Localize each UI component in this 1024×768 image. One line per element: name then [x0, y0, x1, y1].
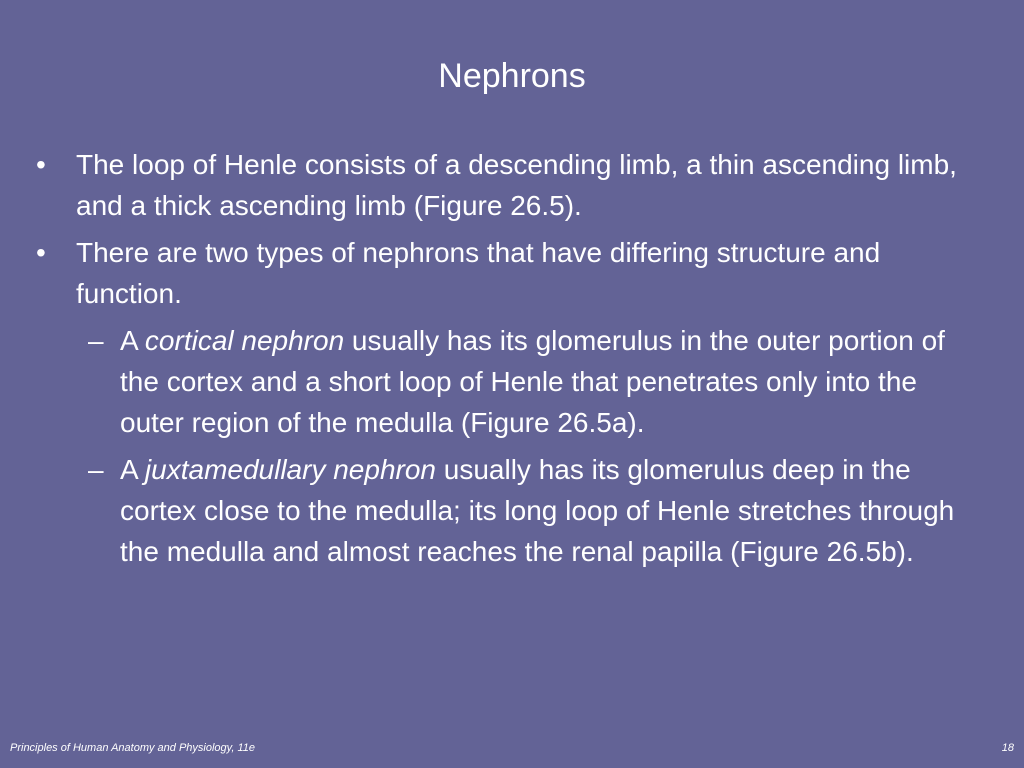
sub-bullet-prefix: A — [120, 325, 145, 356]
sub-bullet-marker: – — [88, 325, 104, 356]
bullet-text: There are two types of nephrons that have differing structure and function. — [76, 237, 881, 309]
sub-bullet-item — [36, 320, 986, 443]
slide-body — [36, 144, 986, 578]
bullet-item — [36, 144, 986, 226]
sub-bullet-prefix: A — [120, 454, 145, 485]
bullet-item — [36, 232, 986, 314]
bullet-marker: • — [36, 237, 46, 268]
sub-bullet-item — [36, 449, 986, 572]
sub-bullet-text: usually has its glomerulus deep in the cortex close to the medulla; its long loop of Henle stretches through the medulla and almost reaches the renal papilla (Figure 26.5b). — [120, 454, 955, 567]
footer-page-number: 18 — [1001, 742, 1014, 754]
bullet-text: The loop of Henle consists of a descending limb, a thin ascending limb, and a thick ascending limb (Figure 26.5). — [76, 149, 957, 221]
sub-bullet-marker: – — [88, 454, 104, 485]
sub-bullet-term: cortical nephron — [144, 325, 345, 356]
sub-bullet-text: usually has its glomerulus in the outer portion of the cortex and a short loop of Henle that penetrates only into the outer region of the medulla (Figure 26.5a). — [120, 325, 945, 438]
bullet-marker: • — [36, 149, 46, 180]
sub-bullet-term: juxtamedullary nephron — [144, 454, 436, 485]
footer-book-title: Principles of Human Anatomy and Physiology, 11e — [10, 742, 255, 754]
slide-title: Nephrons — [438, 57, 586, 95]
